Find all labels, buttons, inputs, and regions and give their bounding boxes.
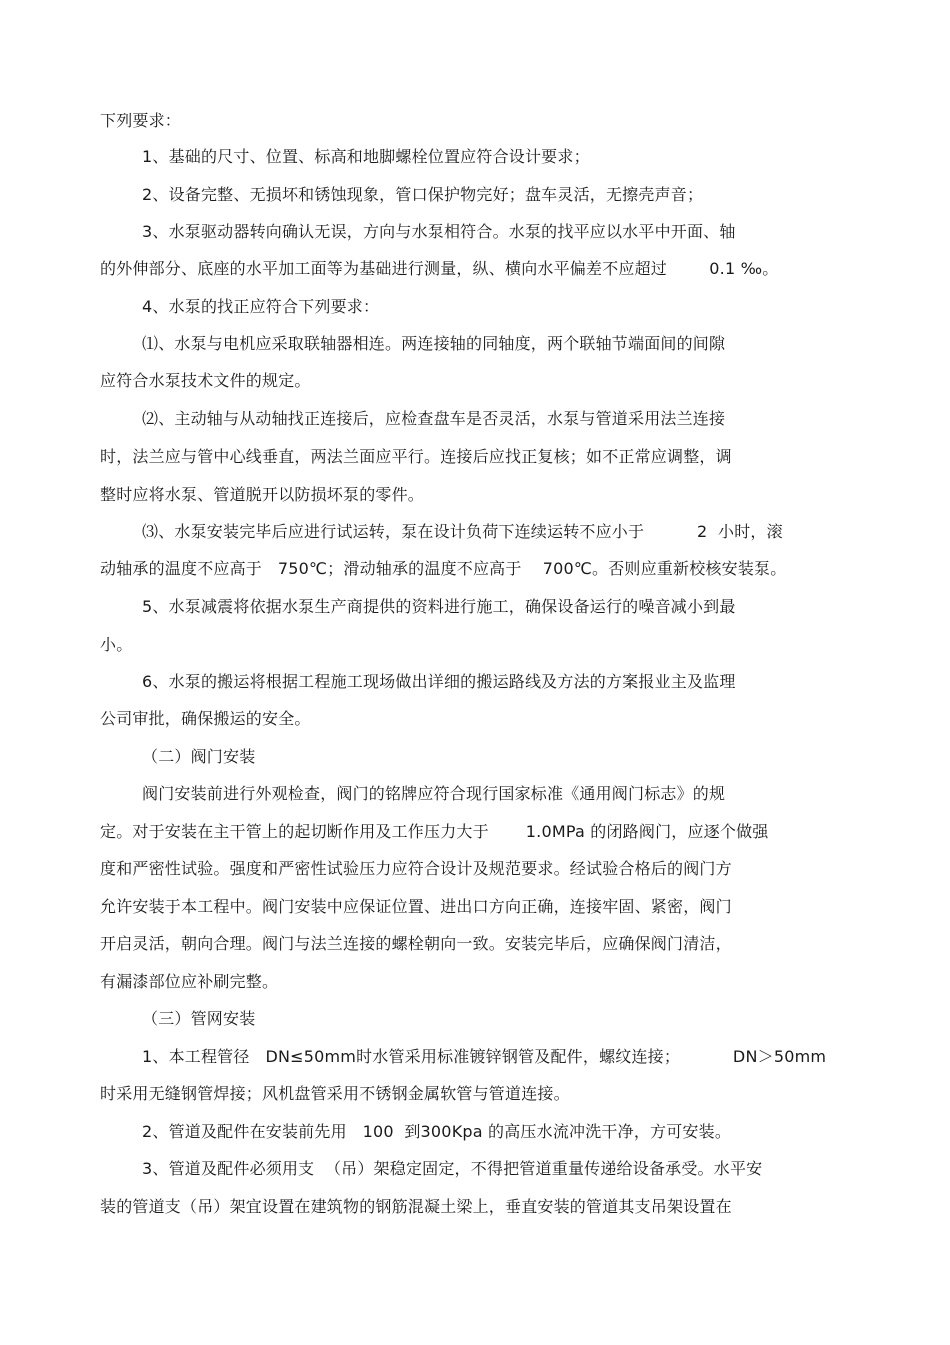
text-line: 开启灵活，朝向合理。阀门与法兰连接的螺栓朝向一致。安装完毕后，应确保阀门清洁， <box>100 934 732 953</box>
text-line: 5、水泵减震将依据水泵生产商提供的资料进行施工，确保设备运行的噪音减小到最 <box>142 597 736 616</box>
text-line: 时，法兰应与管中心线垂直，两法兰面应平行。连接后应找正复核；如不正常应调整，调 <box>100 447 732 466</box>
text-line: 整时应将水泵、管道脱开以防损坏泵的零件。 <box>100 485 425 504</box>
text-line: 2、设备完整、无损坏和锈蚀现象，管口保护物完好；盘车灵活，无擦壳声音； <box>142 185 704 204</box>
text-line: 2、管道及配件在安装前先用 100 到300Kpa 的高压水流冲洗干净，方可安装。 <box>142 1122 732 1141</box>
text-line: 3、管道及配件必须用支 （吊）架稳定固定，不得把管道重量传递给设备承受。水平安 <box>142 1159 763 1178</box>
text-line: ⑴、水泵与电机应采取联轴器相连。两连接轴的同轴度，两个联轴节端面间的间隙 <box>142 334 726 353</box>
text-line: 阀门安装前进行外观检查，阀门的铭牌应符合现行国家标准《通用阀门标志》的规 <box>142 784 726 803</box>
text-line: 有漏漆部位应补刷完整。 <box>100 972 279 991</box>
text-line: 公司审批，确保搬运的安全。 <box>100 709 311 728</box>
text-line: 6、水泵的搬运将根据工程施工现场做出详细的搬运路线及方法的方案报业主及监理 <box>142 672 736 691</box>
text-line: ⑶、水泵安装完毕后应进行试运转，泵在设计负荷下连续运转不应小于 2 小时，滚 <box>142 522 783 541</box>
text-line: 1、本工程管径 DN≤50mm时水管采用标准镀锌钢管及配件，螺纹连接； DN＞50mm <box>142 1047 827 1066</box>
text-line: 的外伸部分、底座的水平加工面等为基础进行测量，纵、横向水平偏差不应超过 0.1 ‰。 <box>100 259 779 278</box>
section-heading: （二）阀门安装 <box>142 747 256 766</box>
text-line: 度和严密性试验。强度和严密性试验压力应符合设计及规范要求。经试验合格后的阀门方 <box>100 859 732 878</box>
text-line: ⑵、主动轴与从动轴找正连接后，应检查盘车是否灵活，水泵与管道采用法兰连接 <box>142 409 726 428</box>
text-line: 下列要求： <box>100 111 182 130</box>
text-line: 应符合水泵技术文件的规定。 <box>100 371 311 390</box>
text-line: 定。对于安装在主干管上的起切断作用及工作压力大于 1.0MPa 的闭路阀门，应逐个做强 <box>100 822 769 841</box>
text-line: 允许安装于本工程中。阀门安装中应保证位置、进出口方向正确，连接牢固、紧密，阀门 <box>100 897 732 916</box>
text-line: 时采用无缝钢管焊接；风机盘管采用不锈钢金属软管与管道连接。 <box>100 1084 570 1103</box>
text-line: 小。 <box>100 635 133 654</box>
text-line: 4、水泵的找正应符合下列要求： <box>142 297 380 316</box>
text-line: 3、水泵驱动器转向确认无误，方向与水泵相符合。水泵的找平应以水平中开面、轴 <box>142 222 736 241</box>
text-line: 1、基础的尺寸、位置、标高和地脚螺栓位置应符合设计要求； <box>142 147 590 166</box>
text-line: 装的管道支（吊）架宜设置在建筑物的钢筋混凝土梁上，垂直安装的管道其支吊架设置在 <box>100 1197 732 1216</box>
text-line: 动轴承的温度不应高于 750℃；滑动轴承的温度不应高于 700℃。否则应重新校核安装泵。 <box>100 559 787 578</box>
section-heading: （三）管网安装 <box>142 1009 256 1028</box>
